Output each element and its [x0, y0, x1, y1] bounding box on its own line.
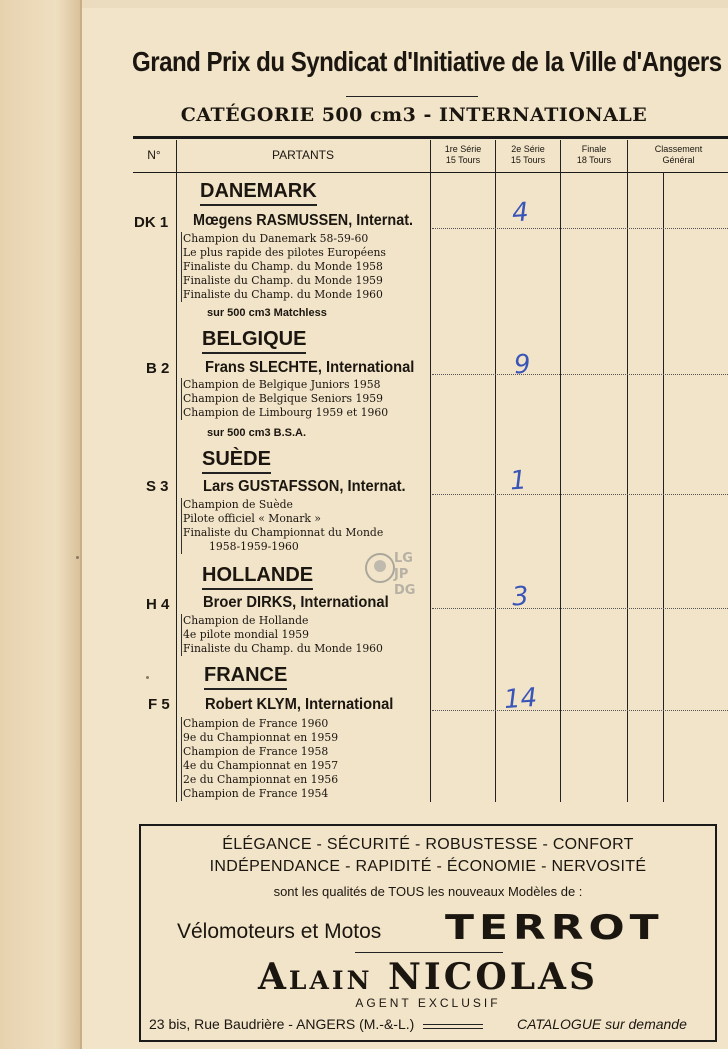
agent-label: AGENT EXCLUSIF [355, 996, 501, 1010]
result-line [432, 228, 728, 229]
terrot-advertisement [139, 824, 717, 1042]
col-divider [663, 172, 664, 802]
dealer-name: Alain NICOLAS [258, 956, 598, 998]
handwritten-result: 14 [502, 682, 539, 716]
entry-number: S 3 [146, 478, 169, 495]
page-title: Grand Prix du Syndicat d'Initiative de la Ville d'Angers [132, 46, 722, 77]
header-classement: Classement Général [654, 144, 703, 165]
rider-titles: Champion de Suède Pilote officiel « Monark » Finaliste du Championnat du Monde 1958-1959-1960 [183, 498, 384, 553]
catalogue-note: CATALOGUE sur demande [517, 1016, 687, 1032]
rider-name: Mœgens RASMUSSEN, Internat. [193, 212, 414, 229]
ad-double-rule [423, 1024, 483, 1029]
col-divider [560, 140, 561, 802]
entry-number: F 5 [148, 696, 170, 713]
ad-qualities-line-2: INDÉPENDANCE - RAPIDITÉ - ÉCONOMIE - NERVOSITÉ [209, 858, 647, 875]
handwritten-result: 4 [510, 197, 530, 229]
handwritten-result: 3 [510, 581, 530, 613]
svg-text:LG: LG [394, 551, 413, 566]
ad-product-line: Vélomoteurs et Motos [177, 920, 382, 943]
table-top-rule [133, 136, 728, 139]
paper-speck [76, 556, 79, 559]
country-heading: HOLLANDE [202, 564, 313, 590]
rider-name: Robert KLYM, International [205, 696, 394, 713]
result-line [432, 608, 728, 609]
col-divider [176, 140, 177, 802]
handwritten-result: 9 [512, 349, 532, 381]
country-heading: FRANCE [204, 664, 287, 690]
terrot-logo: TERROT [445, 908, 664, 948]
left-margin-page [0, 0, 82, 1049]
rider-titles: Champion de Belgique Juniors 1958 Champion de Belgique Seniors 1959 Champion de Limbourg 1959 et 1960 [183, 378, 389, 419]
svg-text:JP: JP [394, 567, 409, 582]
rider-titles: Champion du Danemark 58-59-60 Le plus rapide des pilotes Européens Finaliste du Champ. du Monde 1958 Finaliste du Champ. du Monde 1959 Finaliste du Champ. du Monde 1960 [183, 232, 386, 301]
bike-info: sur 500 cm3 B.S.A. [207, 427, 307, 439]
col-divider [627, 140, 628, 802]
bike-info: sur 500 cm3 Matchless [207, 307, 327, 319]
result-line [432, 710, 728, 711]
country-heading: BELGIQUE [202, 328, 306, 354]
result-line [432, 494, 728, 495]
category-subtitle: CATÉGORIE 500 cm3 - INTERNATIONALE [180, 104, 648, 126]
entry-number: H 4 [146, 596, 170, 613]
rider-name: Broer DIRKS, International [203, 594, 389, 611]
ad-qualities-line-1: ÉLÉGANCE - SÉCURITÉ - ROBUSTESSE - CONFORT [222, 836, 634, 853]
svg-text:DG: DG [394, 583, 416, 598]
col-divider [430, 140, 431, 802]
country-heading: SUÈDE [202, 448, 271, 474]
ad-divider [355, 952, 503, 953]
entry-number: B 2 [146, 360, 170, 377]
handwritten-result: 1 [508, 465, 528, 497]
header-finale: Finale 18 Tours [576, 144, 612, 165]
header-serie1: 1re Série 15 Tours [444, 144, 482, 165]
dealer-address: 23 bis, Rue Baudrière - ANGERS (M.-&-L.) [149, 1016, 415, 1032]
result-line [432, 374, 728, 375]
header-serie2: 2e Série 15 Tours [510, 144, 546, 165]
rider-titles: Champion de France 1960 9e du Championnat en 1959 Champion de France 1958 4e du Championnat en 1957 2e du Championnat en 1956 Champion de France 1954 [183, 717, 339, 800]
header-partants: PARTANTS [271, 148, 334, 162]
rider-name: Frans SLECHTE, International [205, 359, 415, 376]
ad-qualities-line-3: sont les qualités de TOUS les nouveaux Modèles de : [273, 884, 583, 899]
col-divider [495, 140, 496, 802]
title-divider [346, 96, 478, 97]
header-num: N° [147, 148, 161, 162]
entry-number: DK 1 [134, 214, 169, 231]
country-heading: DANEMARK [200, 180, 317, 206]
rider-titles: Champion de Hollande 4e pilote mondial 1959 Finaliste du Champ. du Monde 1960 [183, 614, 383, 655]
paper-speck [146, 676, 149, 679]
rider-name: Lars GUSTAFSSON, Internat. [203, 478, 406, 495]
